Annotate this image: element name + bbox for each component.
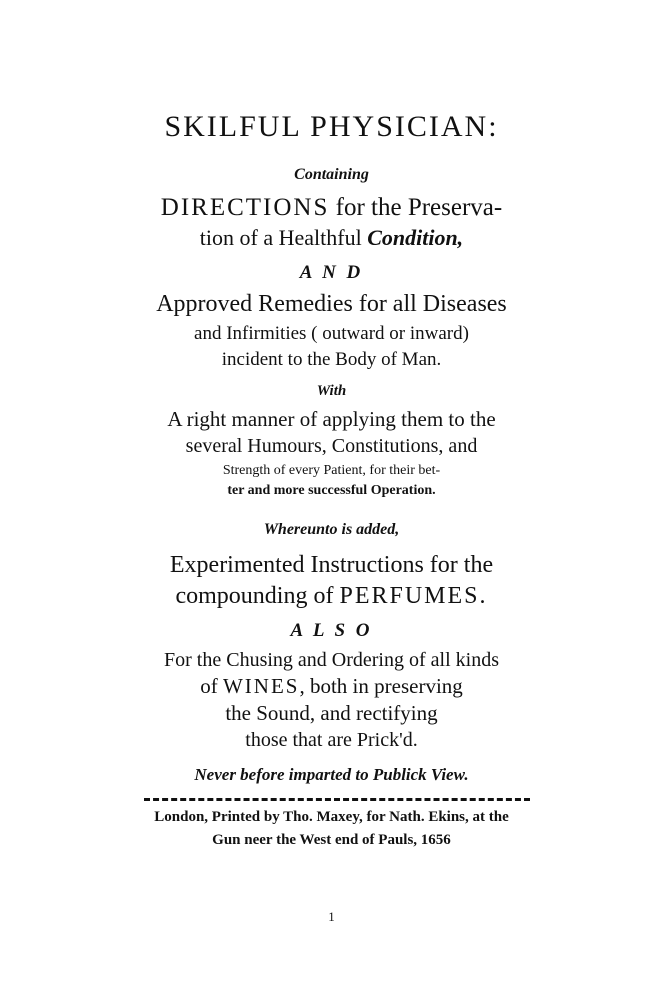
perfumes-line-2-plain: compounding of: [175, 583, 340, 609]
wines-line-3: the Sound, and rectifying: [225, 701, 438, 725]
remedies-line-3: incident to the Body of Man.: [221, 349, 442, 370]
directions-rest: for the Preserva-: [329, 194, 503, 221]
manner-line-1: A right manner of applying them to the: [167, 407, 496, 431]
remedies-line-1: Approved Remedies for all Diseases: [156, 291, 507, 317]
perfumes-word: PERFUMES.: [339, 583, 488, 609]
directions-line-1: [0, 195, 663, 220]
also-label: A L S O: [290, 620, 373, 641]
page-number: 1: [328, 909, 335, 924]
wines-line-2-rest: , both in preserving: [299, 674, 463, 698]
condition-word: Condition,: [367, 225, 464, 250]
directions-word: DIRECTIONS: [160, 194, 330, 221]
perfumes-line-1: Experimented Instructions for the: [169, 552, 494, 578]
manner-line-4: ter and more successful Operation.: [227, 483, 436, 498]
and-label: A N D: [299, 262, 364, 283]
perfumes-line-2: [0, 584, 663, 608]
wines-word: WINES: [222, 674, 300, 698]
wines-line-2-plain: of: [200, 674, 223, 698]
wines-line-2: [0, 676, 663, 697]
with-label: With: [316, 383, 347, 399]
directions-line-2: [0, 227, 663, 249]
manner-line-2: several Humours, Constitutions, and: [185, 435, 478, 457]
wines-line-1: For the Chusing and Ordering of all kinds: [164, 649, 499, 671]
directions-line-2-plain: tion of a Healthful: [199, 225, 368, 250]
imprint-line-2: Gun neer the West end of Pauls, 1656: [212, 832, 451, 848]
whereunto-label: Whereunto is added,: [263, 521, 400, 538]
wines-line-4: those that are Prick'd.: [245, 729, 418, 751]
remedies-line-2: and Infirmities ( outward or inward): [194, 323, 469, 344]
containing-label: Containing: [294, 166, 369, 183]
never-line: Never before imparted to Publick View.: [194, 765, 469, 784]
divider-rule: [144, 798, 530, 801]
book-title: SKILFUL PHYSICIAN:: [164, 110, 499, 143]
manner-line-3: Strength of every Patient, for their bet-: [222, 463, 441, 478]
imprint-line-1: London, Printed by Tho. Maxey, for Nath. Ekins, at the: [154, 809, 509, 825]
